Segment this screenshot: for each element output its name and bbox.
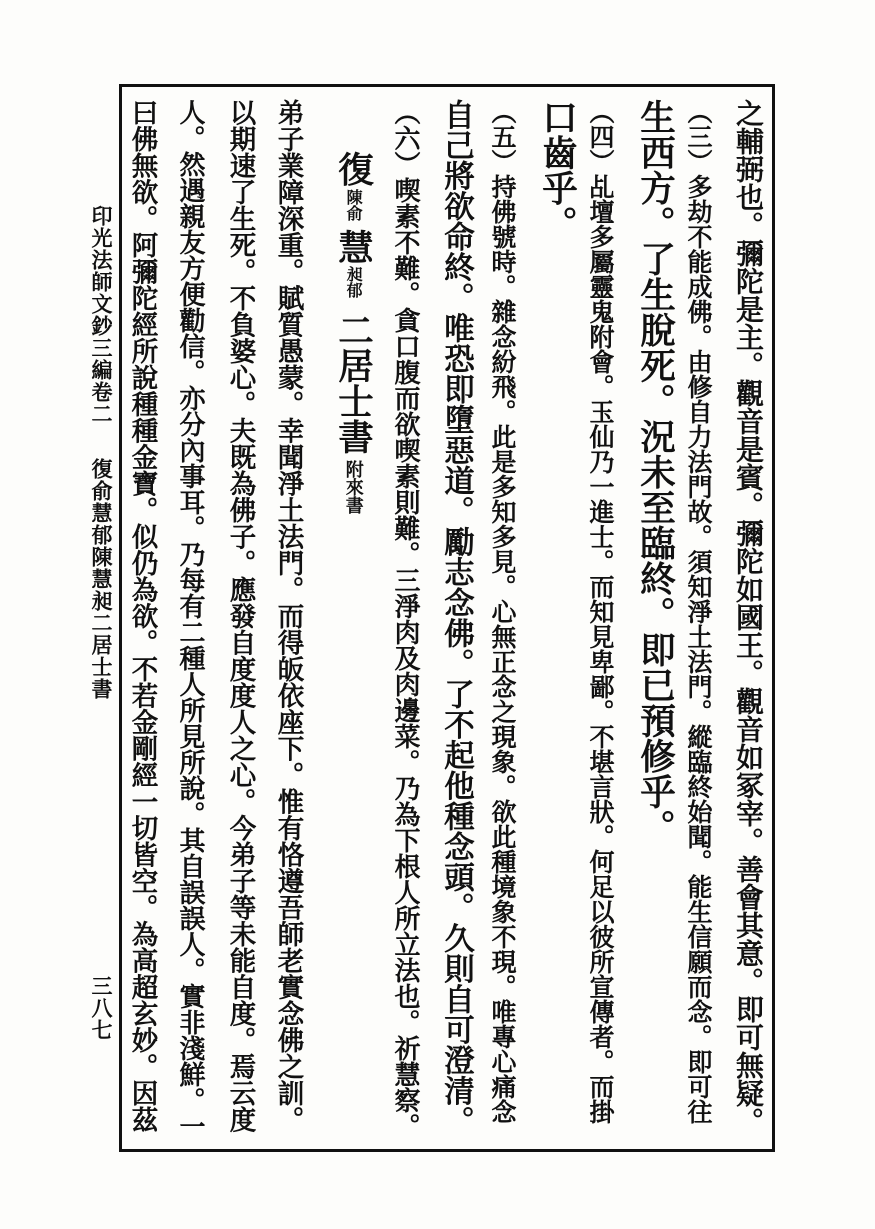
heading-hui: 慧: [332, 228, 374, 264]
letter-column-3: 人。然遇親友方便勸信。亦分內事耳。乃每有二種人所見所說。其自誤誤人。實非淺鮮。一: [175, 99, 205, 1139]
heading-name-small-1: 陳俞: [344, 188, 364, 221]
text-column-5: 口齒乎。: [536, 99, 578, 241]
letter-column-4: 曰佛無欲。阿彌陀經所說種種金寶。似仍為欲。不若金剛經一切皆空。為高超玄妙。因茲: [126, 99, 158, 1133]
book-title: 印光法師文鈔三編卷二: [89, 205, 114, 425]
text-column-2: （三）多劫不能成佛。由修自力法門故。須知淨土法門。縱臨終始聞。能生信願而念。即可往: [684, 99, 713, 1124]
text-column-7: 自己將欲命終。唯恐即墮惡道。勵志念佛。了不起他種念頭。久則自可澄清。: [438, 99, 475, 1136]
text-column-6: （五）持佛號時。雜念紛飛。此是多知多見。心無正念之現象。欲此種境象不現。唯專心痛念: [488, 99, 517, 1124]
text-frame: [119, 84, 775, 1152]
text-column-1: 之輔弼也。彌陀是主。觀音是賓。彌陀如國王。觀音如冢宰。善會其意。即可無疑。: [732, 99, 765, 1135]
text-column-4: （四）乩壇多屬靈鬼附會。玉仙乃一進士。而知見卑鄙。不堪言狀。何足以彼所宣傳者。而掛: [586, 99, 615, 1124]
heading-rest: 二居士書: [332, 312, 374, 454]
heading-name-small-2: 昶郁: [344, 266, 364, 298]
text-column-3: 生西方。了生脫死。況未至臨終。即已預修乎。: [634, 99, 676, 845]
heading-fu: 復: [332, 151, 374, 187]
letter-heading: [332, 151, 374, 514]
letter-column-1: 弟子業障深重。賦質愚蒙。幸聞淨土法門。而得皈依座下。惟有恪遵吾師老實念佛之訓。: [272, 99, 304, 1133]
page-number: 三八七: [89, 975, 114, 1041]
letter-column-2: 以期速了生死。不負婆心。夫既為佛子。應發自度度人之心。今弟子等未能自度。焉云度: [224, 99, 256, 1133]
section-title: 復俞慧郁陳慧昶二居士書: [89, 458, 114, 700]
text-column-8: （六）喫素不難。貪口腹而欲喫素則難。三淨肉及肉邊菜。乃為下根人所立法也。祈慧察。: [390, 99, 420, 1139]
heading-attached-letter: 附來書: [342, 460, 364, 514]
